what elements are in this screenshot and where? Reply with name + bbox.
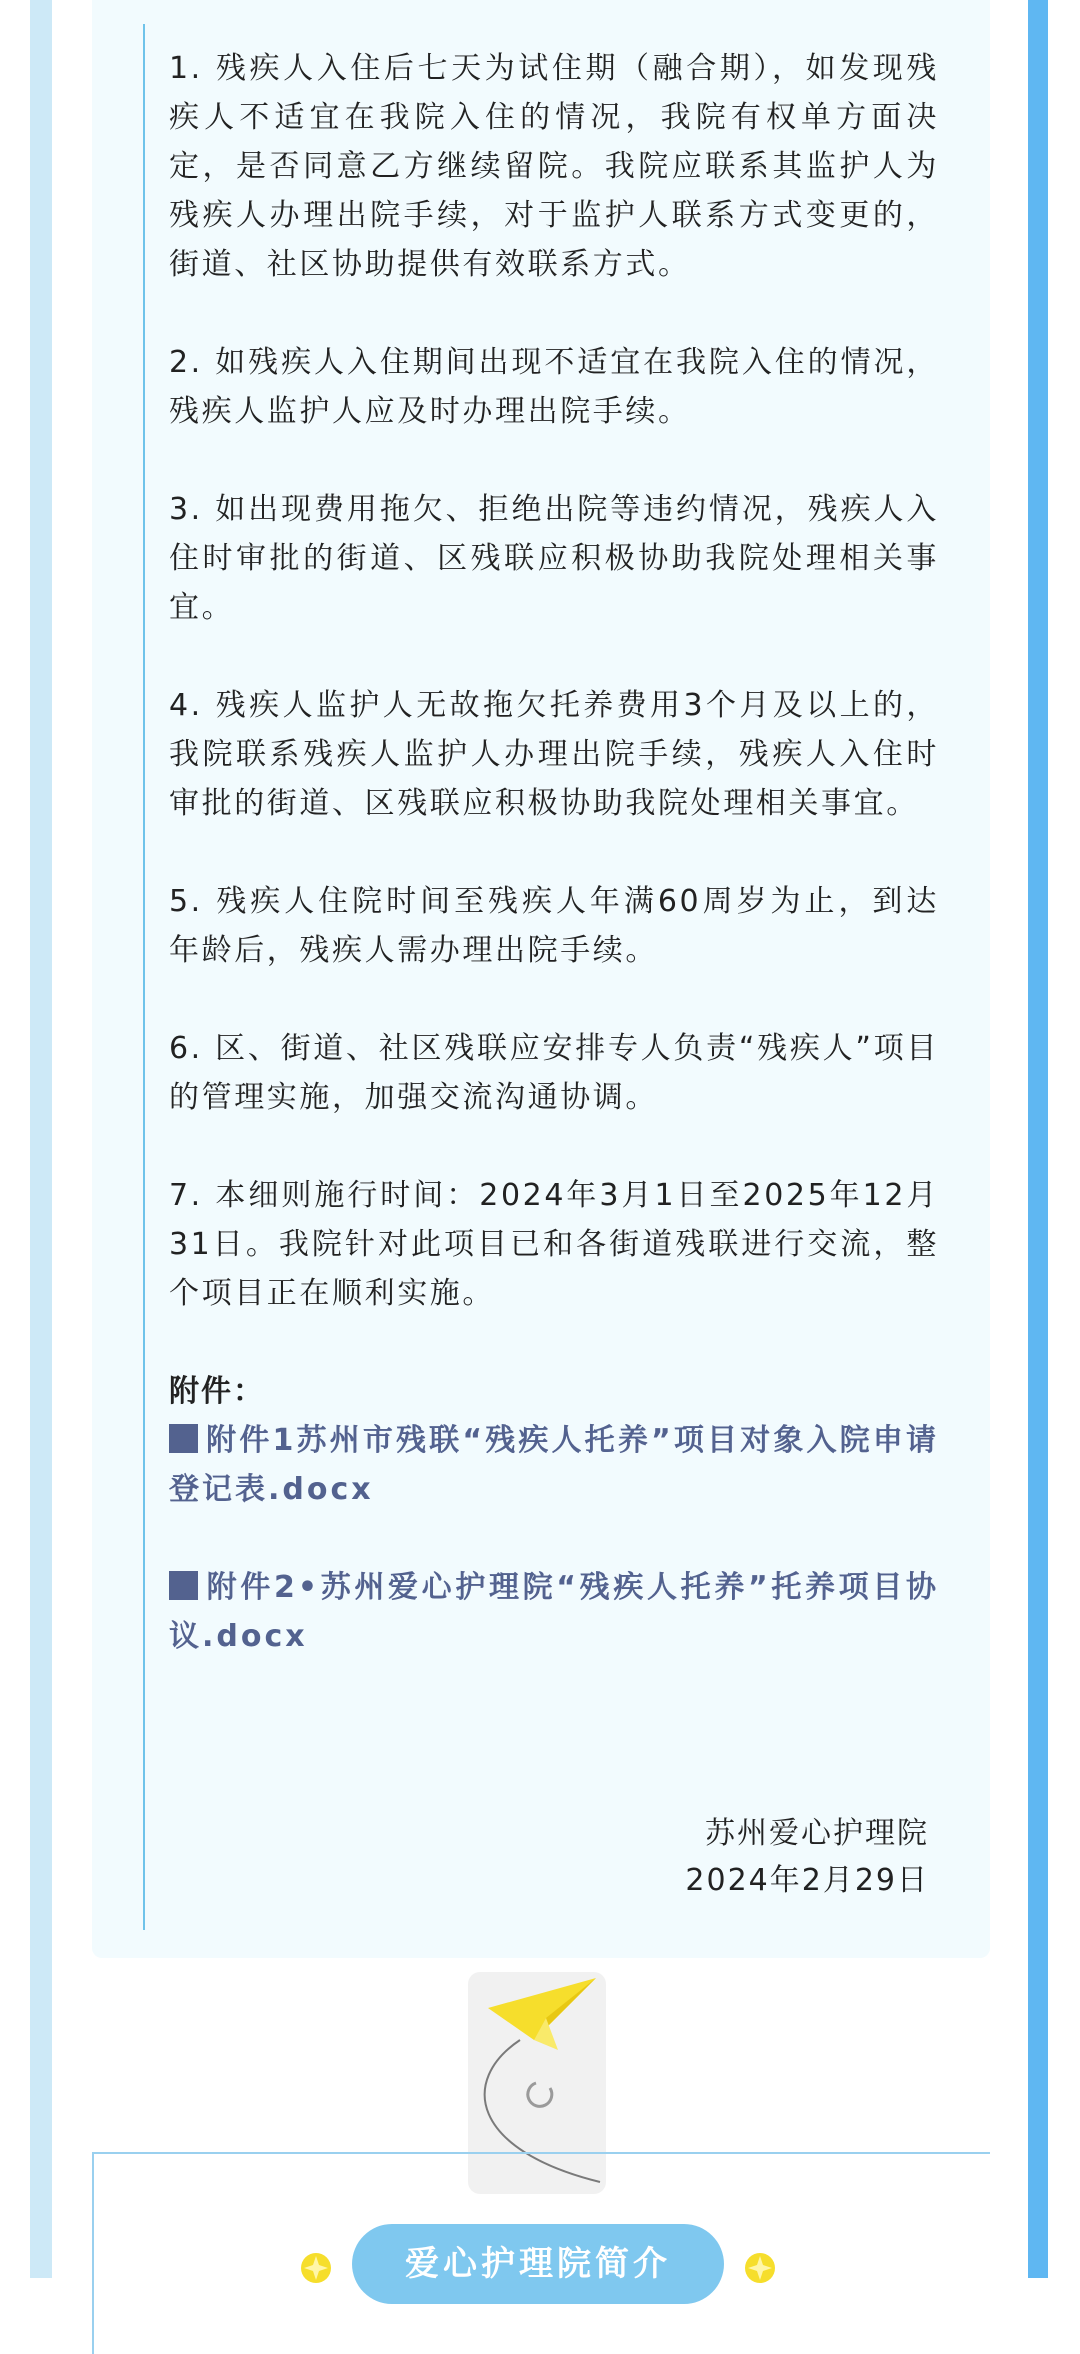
rule-item-4: 4. 残疾人监护人无故拖欠托养费用3个月及以上的，我院联系残疾人监护人办理出院手续，残疾人入住时审批的街道、区残联应积极协助我院处理相关事宜。 xyxy=(169,688,939,821)
attachment-link-1[interactable] xyxy=(169,1416,939,1514)
rule-item-6: 6. 区、街道、社区残联应安排专人负责“残疾人”项目的管理实施，加强交流沟通协调。 xyxy=(169,1031,939,1115)
attachment-link-2[interactable] xyxy=(169,1563,939,1661)
signature-block xyxy=(169,1810,929,1904)
attachment-link-2-text: 附件2•苏州爱心护理院“残疾人托养”托养项目协议.docx xyxy=(169,1570,939,1654)
left-decorative-rail xyxy=(30,0,52,2278)
signature-org: 苏州爱心护理院 xyxy=(705,1816,929,1851)
loading-spinner-icon xyxy=(528,2083,552,2106)
square-bullet-icon xyxy=(169,1571,198,1600)
rules-content xyxy=(169,44,939,1661)
sparkle-icon xyxy=(742,2250,778,2286)
attachment-link-1-text: 附件1苏州市残联“残疾人托养”项目对象入院申请登记表.docx xyxy=(169,1423,939,1507)
right-decorative-rail xyxy=(1028,0,1048,2278)
square-bullet-icon xyxy=(169,1424,198,1453)
rule-item-3: 3. 如出现费用拖欠、拒绝出院等违约情况，残疾人入住时审批的街道、区残联应积极协助我院处理相关事宜。 xyxy=(169,492,939,625)
rule-item-1: 1. 残疾人入住后七天为试住期（融合期），如发现残疾人不适宜在我院入住的情况，我院有权单方面决定，是否同意乙方继续留院。我院应联系其监护人为残疾人办理出院手续，对于监护人联系方式变更的，街道、社区协助提供有效联系方式。 xyxy=(169,51,939,282)
sparkle-icon xyxy=(298,2250,334,2286)
rule-item-2: 2. 如残疾人入住期间出现不适宜在我院入住的情况，残疾人监护人应及时办理出院手续。 xyxy=(169,345,939,429)
rule-item-7: 7. 本细则施行时间：2024年3月1日至2025年12月31日。我院针对此项目已和各街道残联进行交流，整个项目正在顺利实施。 xyxy=(169,1178,939,1311)
card-accent-line xyxy=(143,24,145,1930)
rule-item-5: 5. 残疾人住院时间至残疾人年满60周岁为止，到达年龄后，残疾人需办理出院手续。 xyxy=(169,884,939,968)
signature-date: 2024年2月29日 xyxy=(685,1863,929,1898)
section-title-pill[interactable]: 爱心护理院简介 xyxy=(352,2224,724,2304)
attachments-label: 附件： xyxy=(169,1374,265,1409)
